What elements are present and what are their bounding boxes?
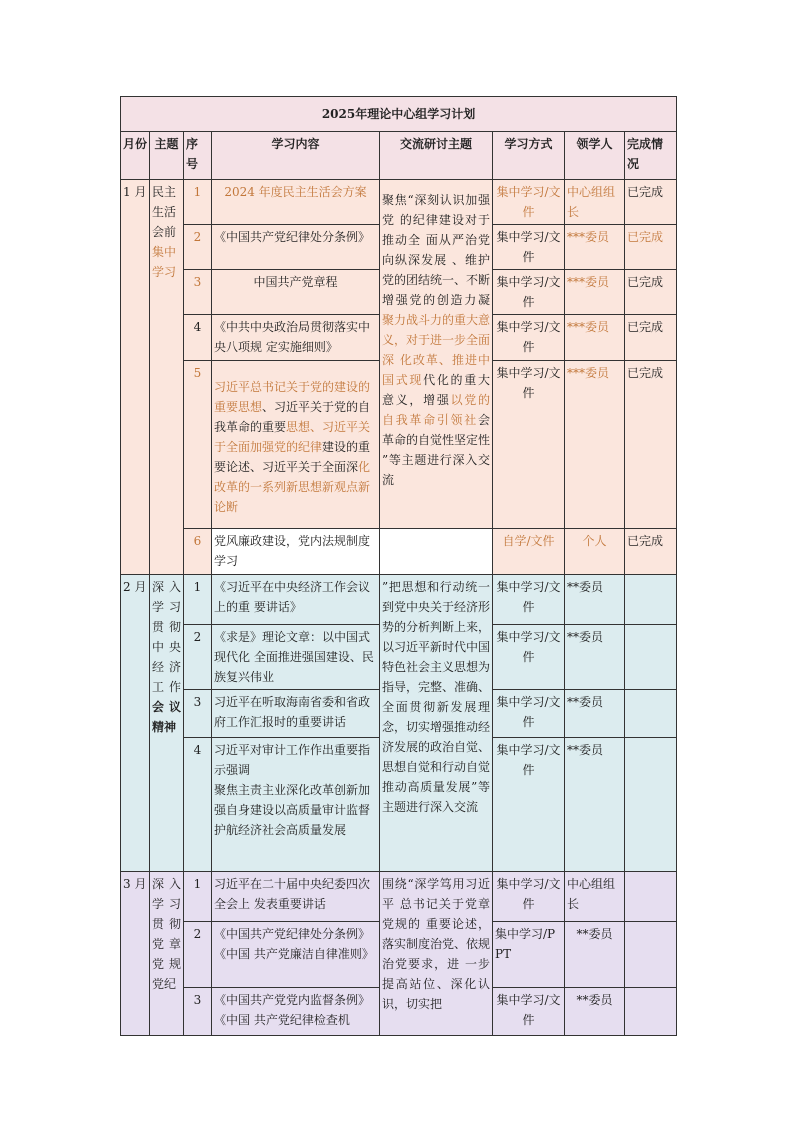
content-text-highlight: 思想、习近平关于全面加强党的纪律 [214,420,371,454]
seq-cell: 1 [184,180,212,225]
status-cell: 已完成 [625,225,677,270]
method-cell: 集中学习/文件 [493,225,565,270]
theme-cell [150,575,184,872]
content-text: 建设的重要论述、习近平关于全面深 [214,440,371,474]
table-title: 2025年理论中心组学习计划 [121,97,677,132]
topic-text: 聚焦“深刻认识加强党 的纪律建设对于推动全 面从严治党向纵深发展 、维护党的团结统一、不断增强党的创造力凝 [382,193,491,307]
header-method: 学习方式 [493,132,565,180]
leader-cell: ***委员 [565,225,625,270]
status-cell: 已完成 [625,270,677,315]
header-seq: 序号 [184,132,212,180]
theme-cell [150,180,184,575]
status-cell [625,922,677,988]
content-text: 聚焦主责主业深化改革创新加强自身建设以高质量审计监督护航经济社会高质量发展 [214,783,371,837]
method-cell: 集中学习/文件 [493,988,565,1036]
leader-cell: ***委员 [565,315,625,361]
seq-cell: 1 [184,872,212,922]
topic-cell-empty [380,529,493,575]
status-cell: 已完成 [625,529,677,575]
leader-cell: 中心组组长 [565,180,625,225]
method-cell: 集中学习/文件 [493,180,565,225]
seq-cell: 1 [184,575,212,625]
seq-cell: 4 [184,738,212,872]
content-cell: 《中国共产党纪律处分条例》《中国 共产党廉洁自律准则》 [212,922,380,988]
seq-cell: 6 [184,529,212,575]
content-text: 习近平对审计工作作出重要指示强调 [214,743,371,777]
method-cell: 集中学习/PPT [493,922,565,988]
method-cell: 集中学习/文件 [493,625,565,690]
method-cell: 集中学习/文件 [493,361,565,529]
theme-text-bold: 会议精神 [152,700,181,734]
content-cell: 习近平在听取海南省委和省政府工作汇报时的重要讲话 [212,690,380,738]
theme-text-highlight: 集中学习 [152,245,177,279]
content-cell: 《中共中央政治局贯彻落实中央八项规 定实施细则》 [212,315,380,361]
content-cell: 《求是》理论文章：以中国式现代化 全面推进强国建设、民族复兴伟业 [212,625,380,690]
topic-text-highlight: 以党的自我革命引领社 [382,393,490,427]
leader-cell: **委员 [565,922,625,988]
seq-cell: 4 [184,315,212,361]
content-cell: 2024 年度民主生活会方案 [212,180,380,225]
method-cell: 集中学习/文件 [493,690,565,738]
theme-cell: 深 入 学 习 贯 彻 党 章 党 规 党纪 [150,872,184,1036]
leader-cell: ***委员 [565,270,625,315]
table-row [121,872,677,922]
seq-cell: 2 [184,922,212,988]
method-cell: 集中学习/文件 [493,270,565,315]
content-cell: 《中国共产党纪律处分条例》 [212,225,380,270]
method-cell: 自学/文件 [493,529,565,575]
topic-text: 会革命的自觉性坚定性 ”等主题进行深入交流 [382,413,491,487]
topic-cell: ”把思想和行动统一到党中央关于经济形势的分析判断上来，以习近平新时代中国特色社会主义思想为指导，完整、准确、全面贯彻新发展理念，切实增强推动经济发展的政治自觉、思想自觉和行动自觉推动高质量发展”等主题进行深入交流 [380,575,493,872]
leader-cell: 中心组组长 [565,872,625,922]
content-cell: 《习近平在中央经济工作会议上的重 要讲话》 [212,575,380,625]
month-cell: 1 月 [121,180,150,575]
leader-cell: **委员 [565,738,625,872]
header-month: 月份 [121,132,150,180]
seq-cell: 3 [184,690,212,738]
content-text-highlight: 习近平总书记关于党的建设的重要思想 [214,380,371,414]
month-cell: 3 月 [121,872,150,1036]
leader-cell: **委员 [565,988,625,1036]
seq-cell: 5 [184,361,212,529]
header-theme: 主题 [150,132,184,180]
status-cell [625,575,677,625]
status-cell [625,988,677,1036]
leader-cell: **委员 [565,690,625,738]
header-status: 完成情况 [625,132,677,180]
leader-cell: **委员 [565,575,625,625]
status-cell: 已完成 [625,180,677,225]
theme-text: 深 入 学 习 贯 彻 中 央 经 济 工作 [152,580,181,694]
content-cell: 党风廉政建设，党内法规制度学习 [212,529,380,575]
content-cell: 中国共产党章程 [212,270,380,315]
status-cell [625,872,677,922]
leader-cell: **委员 [565,625,625,690]
header-content: 学习内容 [212,132,380,180]
leader-cell: 个人 [565,529,625,575]
method-cell: 集中学习/文件 [493,872,565,922]
seq-cell: 2 [184,625,212,690]
topic-cell: 围绕“深学笃用习近平 总书记关于党章党规的 重要论述，落实制度治党、依规治党要求，进 一步提高站位、深化认 识，切实把 [380,872,493,1036]
topic-cell [380,180,493,529]
method-cell: 集中学习/文件 [493,315,565,361]
seq-cell: 2 [184,225,212,270]
table-row [121,180,677,225]
method-cell: 集中学习/文件 [493,738,565,872]
seq-cell: 3 [184,988,212,1036]
content-cell [212,738,380,872]
content-cell [212,361,380,529]
status-cell [625,690,677,738]
content-cell: 习近平在二十届中央纪委四次全会上 发表重要讲话 [212,872,380,922]
topic-text-highlight: 聚力战斗力的重大意义，对于进一步全面深 化改革、推进中国式现 [382,313,491,387]
header-topic: 交流研讨主题 [380,132,493,180]
status-cell [625,738,677,872]
header-leader: 领学人 [565,132,625,180]
theme-text: 民主生活会前 [152,185,177,239]
study-plan-table [120,96,677,1036]
content-cell: 《中国共产党党内监督条例》《中国 共产党纪律检查机 [212,988,380,1036]
leader-cell: ***委员 [565,361,625,529]
table-row [121,575,677,625]
content-text: 、习近平关于党的自我革命的重要 [214,400,371,434]
seq-cell: 3 [184,270,212,315]
status-cell: 已完成 [625,315,677,361]
status-cell: 已完成 [625,361,677,529]
status-cell [625,625,677,690]
table-row [121,529,677,575]
topic-text: 代化的重大意义，增强 [382,373,490,407]
month-cell: 2 月 [121,575,150,872]
content-text-highlight: 化改革的一系列新思想新观点新论断 [214,460,371,514]
method-cell: 集中学习/文件 [493,575,565,625]
